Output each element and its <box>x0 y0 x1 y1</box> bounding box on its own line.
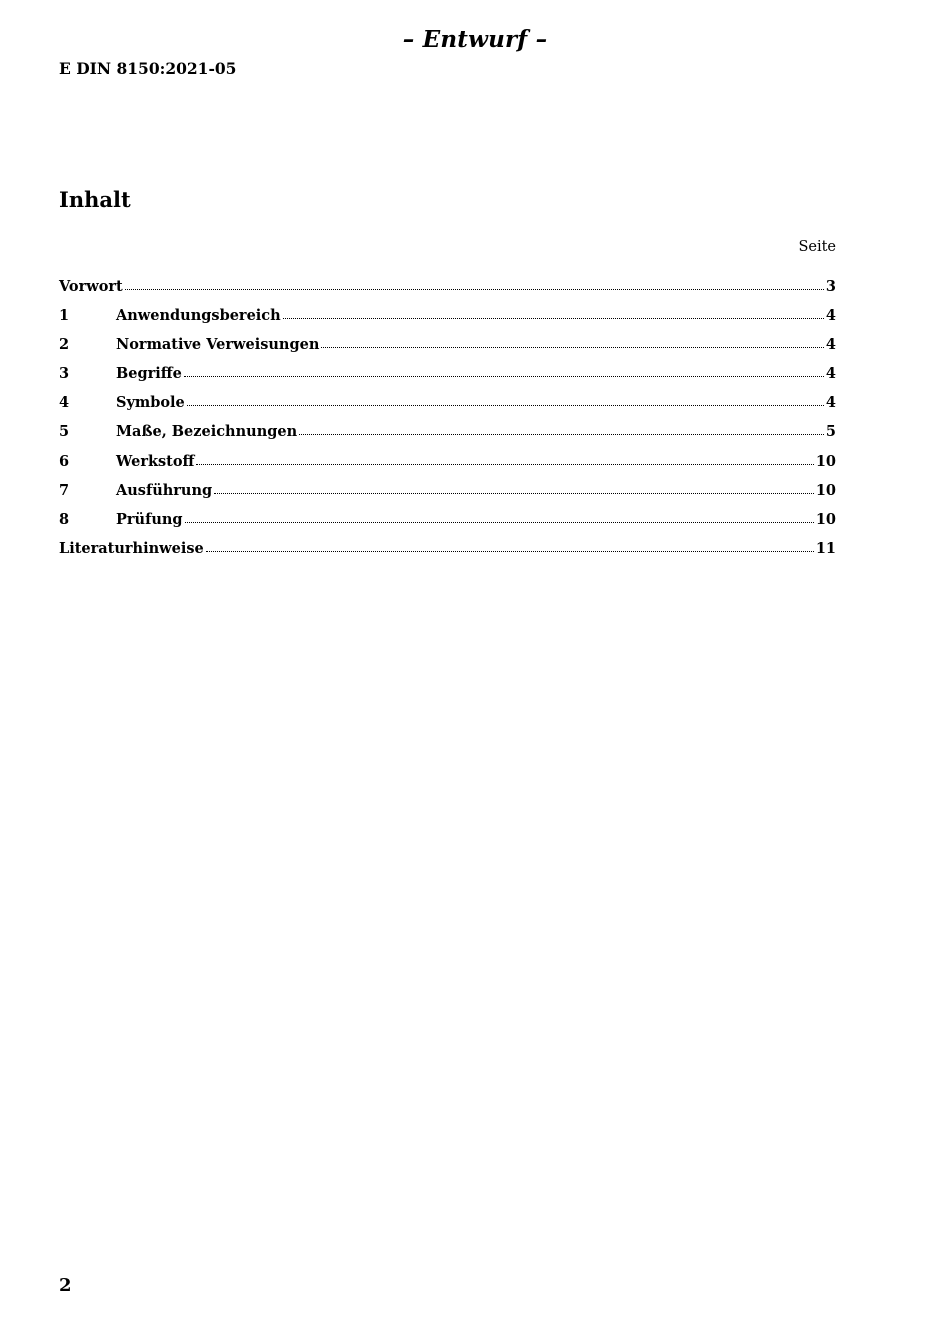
toc-entry-number: 7 <box>59 481 70 499</box>
toc-entry-page: 5 <box>825 423 836 441</box>
toc-entry-page: 10 <box>815 452 836 470</box>
toc-entry-vorwort[interactable] <box>59 277 836 306</box>
toc-entry-title: Literaturhinweise <box>59 539 204 557</box>
toc-entry-number: 3 <box>59 365 70 383</box>
toc-leader-dots <box>196 452 813 466</box>
toc-leader-dots <box>206 539 814 553</box>
toc-entry-werkstoff[interactable] <box>59 452 836 481</box>
toc-leader-dots <box>125 277 824 291</box>
toc-entry-ausfuehrung[interactable] <box>59 481 836 510</box>
toc-entry-page: 10 <box>815 481 836 499</box>
toc-entry-literaturhinweise[interactable] <box>59 539 836 568</box>
toc-entry-title: Anwendungsbereich <box>116 307 281 325</box>
toc-leader-dots <box>184 364 824 378</box>
toc-entry-normative-verweisungen[interactable] <box>59 335 836 364</box>
document-id: E DIN 8150:2021-05 <box>59 59 237 78</box>
toc-entry-page: 4 <box>825 307 836 325</box>
toc-leader-dots <box>321 335 824 349</box>
toc-entry-page: 10 <box>815 510 836 528</box>
toc-entry-title: Ausführung <box>116 481 213 499</box>
toc-leader-dots <box>185 510 814 524</box>
toc-entry-page: 4 <box>825 336 836 354</box>
toc-leader-dots <box>187 393 824 407</box>
table-of-contents <box>59 277 836 568</box>
toc-entry-title: Normative Verweisungen <box>116 336 320 354</box>
toc-entry-number: 6 <box>59 452 70 470</box>
toc-heading: Inhalt <box>59 187 131 212</box>
toc-entry-symbole[interactable] <box>59 393 836 422</box>
page-number: 2 <box>59 1275 72 1296</box>
toc-entry-masse-bezeichnungen[interactable] <box>59 422 836 451</box>
draft-label: – Entwurf – <box>402 26 548 53</box>
toc-entry-page: 4 <box>825 365 836 383</box>
toc-entry-number: 5 <box>59 423 70 441</box>
toc-entry-number: 4 <box>59 394 70 412</box>
toc-entry-page: 4 <box>825 394 836 412</box>
toc-entry-page: 11 <box>815 539 836 557</box>
toc-entry-title: Werkstoff <box>116 452 195 470</box>
toc-leader-dots <box>283 306 824 320</box>
toc-entry-page: 3 <box>825 278 836 295</box>
toc-entry-anwendungsbereich[interactable] <box>59 306 836 335</box>
toc-entry-pruefung[interactable] <box>59 510 836 539</box>
toc-leader-dots <box>299 422 824 436</box>
toc-entry-begriffe[interactable] <box>59 364 836 393</box>
toc-leader-dots <box>214 481 814 495</box>
toc-entry-number: 2 <box>59 336 70 354</box>
toc-entry-number: 1 <box>59 307 70 325</box>
toc-entry-title: Maße, Bezeichnungen <box>116 423 298 441</box>
toc-entry-title: Symbole <box>116 394 185 412</box>
toc-entry-title: Begriffe <box>116 365 182 383</box>
toc-entry-number: 8 <box>59 510 70 528</box>
toc-entry-title: Vorwort <box>59 278 123 295</box>
page-column-label: Seite <box>798 239 836 255</box>
toc-entry-title: Prüfung <box>116 510 183 528</box>
